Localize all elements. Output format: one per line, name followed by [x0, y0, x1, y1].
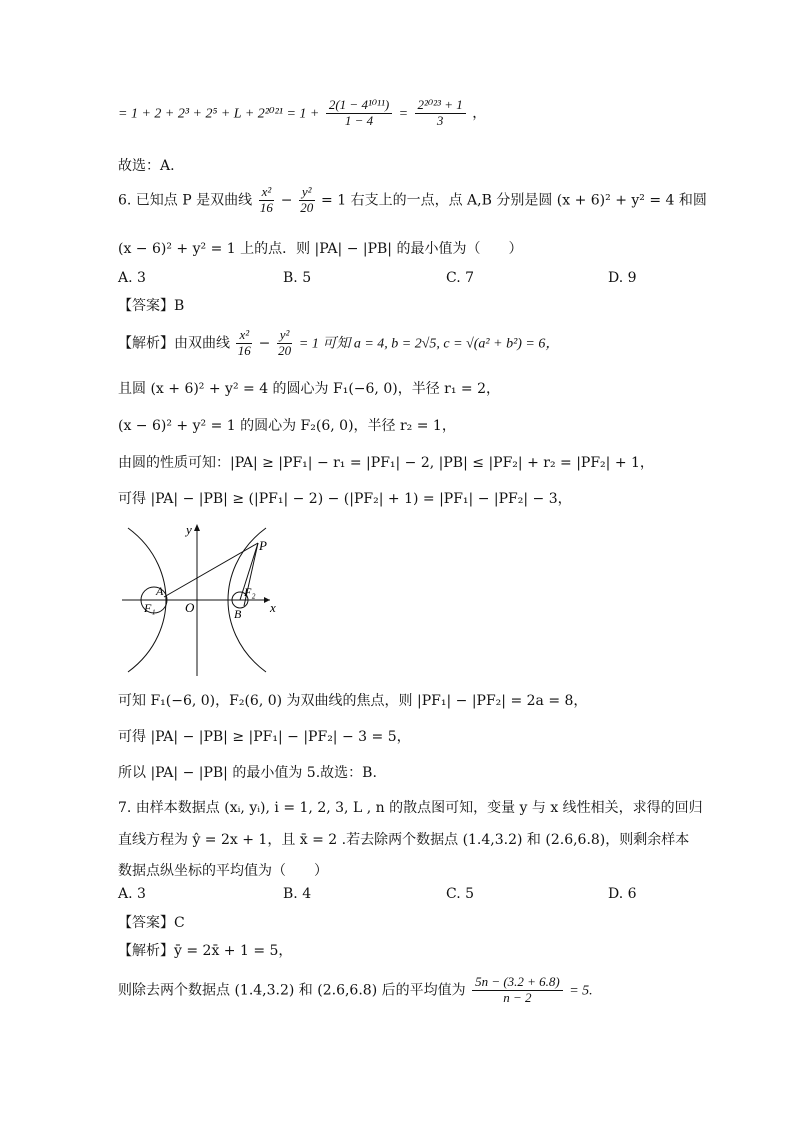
solution-6-line-7: 可得 |PA| − |PB| ≥ |PF₁| − |PF₂| − 3 = 5，	[118, 729, 411, 745]
label-x: x	[270, 600, 276, 615]
fraction-numerator: 5n − (3.2 + 6.8)	[472, 975, 563, 991]
fraction-denominator: 3	[436, 112, 444, 128]
minus-sign: −	[280, 192, 293, 209]
label-b: B	[234, 607, 242, 621]
fraction-numerator: 2(1 − 4¹⁰¹¹)	[326, 98, 392, 114]
fraction-result	[415, 98, 466, 129]
fraction-y2-20	[277, 328, 293, 359]
fraction-denominator: n − 2	[503, 989, 532, 1005]
fraction-numerator: y²	[277, 328, 293, 344]
solution-6-line-4: 由圆的性质可知：|PA| ≥ |PF₁| − r₁ = |PF₁| − 2, |PB| ≤ |PF₂| + r₂ = |PF₂| + 1，	[118, 455, 654, 471]
question-7-stem-3: 数据点纵坐标的平均值为（ ）	[118, 863, 328, 879]
fraction-numerator: y²	[299, 185, 315, 201]
minus-sign: −	[258, 335, 271, 352]
equals-sign: =	[398, 106, 409, 122]
solution-6-line-3: (x − 6)² + y² = 1 的圆心为 F₂(6, 0)，半径 r₂ = 1，	[118, 418, 456, 434]
choice-d: D. 9	[608, 270, 637, 286]
label-f2: F₂	[244, 585, 256, 599]
choice-b: B. 4	[283, 886, 312, 902]
label-p: P	[259, 538, 267, 553]
choice-a: A. 3	[118, 886, 146, 902]
fraction-x2-16	[236, 328, 252, 359]
choice-a: A. 3	[118, 270, 146, 286]
hyperbola-figure	[118, 520, 298, 680]
answer-6: 【答案】B	[118, 298, 185, 314]
solution-6-intro: 【解析】由双曲线	[118, 335, 230, 352]
label-y: y	[186, 522, 192, 537]
y-axis-arrow	[194, 524, 200, 531]
question-7-stem-2: 直线方程为 ŷ = 2x + 1，且 x̄ = 2 .若去除两个数据点 (1.4,3.2) 和 (2.6,6.8)，则剩余样本	[118, 832, 690, 848]
solution-6-params: = 1 可知 a = 4, b = 2√5, c = √(a² + b²) = 6，	[298, 336, 560, 352]
choice-c: C. 5	[446, 886, 475, 902]
question-7-stem-1: 7. 由样本数据点 (xᵢ, yᵢ), i = 1, 2, 3, L , n 的散点图可知，变量 y 与 x 线性相关，求得的回归	[118, 800, 703, 816]
solution-6-line-5: 可得 |PA| − |PB| ≥ (|PF₁| − 2) − (|PF₂| + 1) = |PF₁| − |PF₂| − 3，	[118, 491, 572, 507]
fraction-denominator: 20	[300, 199, 314, 215]
fraction-numerator: x²	[259, 185, 275, 201]
fraction-numerator: x²	[236, 328, 252, 344]
fraction-x2-16	[259, 185, 275, 216]
fraction-numerator: 2²⁰²³ + 1	[415, 98, 466, 114]
solution-6-line-8: 所以 |PA| − |PB| 的最小值为 5.故选：B.	[118, 765, 377, 781]
fraction-denominator: 20	[278, 342, 292, 358]
fraction-denominator: 16	[259, 199, 273, 215]
solution-7-result: = 5.	[569, 983, 593, 999]
label-o: O	[185, 600, 195, 615]
question-6-stem	[118, 185, 707, 216]
choose-a-line: 故选：A.	[118, 158, 175, 174]
comma: ，	[472, 105, 487, 122]
fraction-denominator: 1 − 4	[344, 112, 374, 128]
solution-6-line-6: 可知 F₁(−6, 0)，F₂(6, 0) 为双曲线的焦点，则 |PF₁| − |PF₂| = 2a = 8，	[118, 693, 588, 709]
solution-7-line-1: 【解析】ȳ = 2x̄ + 1 = 5，	[118, 943, 293, 959]
solution-7-line-2	[118, 975, 593, 1006]
question-6-stem-2: (x − 6)² + y² = 1 上的点．则 |PA| − |PB| 的最小值为（ ）	[118, 241, 523, 257]
fraction-geometric	[326, 98, 392, 129]
label-a: A	[156, 584, 164, 598]
choice-d: D. 6	[608, 886, 637, 902]
choice-b: B. 5	[283, 270, 312, 286]
solution-7-text: 则除去两个数据点 (1.4,3.2) 和 (2.6,6.8) 后的平均值为	[118, 982, 466, 999]
question-6-intro: 6. 已知点 P 是双曲线	[118, 192, 253, 209]
fraction-y2-20	[299, 185, 315, 216]
answer-7: 【答案】C	[118, 915, 185, 931]
series-sum: = 1 + 2 + 2³ + 2⁵ + L + 2²⁰²¹ = 1 +	[118, 106, 320, 122]
fraction-average	[472, 975, 563, 1006]
fraction-denominator: 16	[237, 342, 251, 358]
solution-6-line-1	[118, 328, 559, 359]
solution-6-line-2: 且圆 (x + 6)² + y² = 4 的圆心为 F₁(−6, 0)，半径 r₁ = 2，	[118, 381, 500, 397]
question-6-continued: = 1 右支上的一点，点 A,B 分别是圆 (x + 6)² + y² = 4 和圆	[321, 192, 707, 209]
formula-line-1	[118, 98, 486, 129]
choice-c: C. 7	[446, 270, 475, 286]
label-f1: F₁	[144, 601, 156, 615]
